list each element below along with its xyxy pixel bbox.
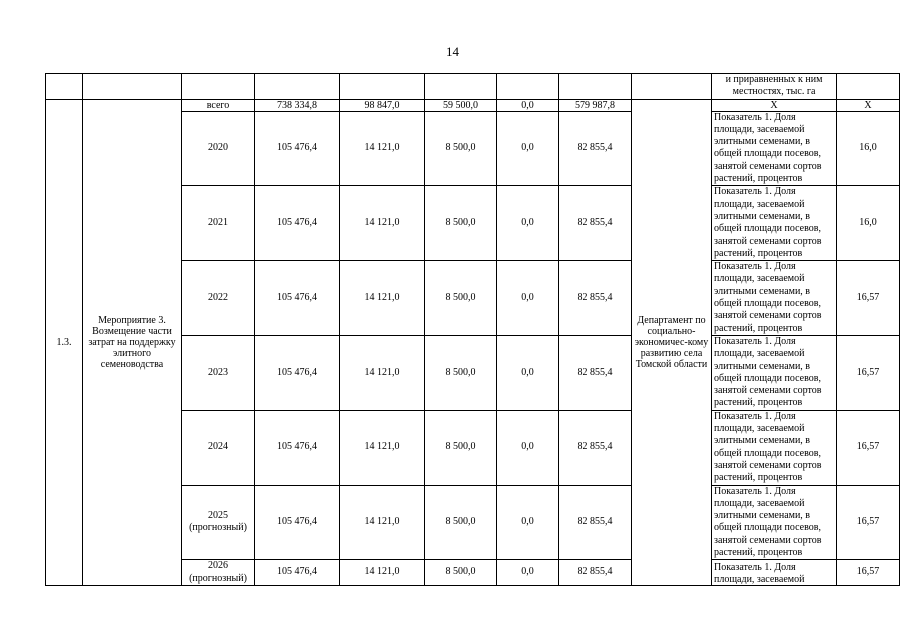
indicator-text: Показатель 1. Доля площади, засеваемой элитными семенами, в общей площади посевов, занятой семенами сортов растений, процентов — [714, 186, 822, 259]
table-row-continued — [46, 74, 900, 100]
year-label: 2025 — [208, 510, 228, 522]
measure-name-cell: Мероприятие 3. Возмещение части затрат на поддержку элитного семеноводства — [83, 99, 182, 585]
indicator-value-cell: 16,57 — [837, 560, 900, 586]
year-note: (прогнозный) — [189, 522, 247, 534]
regional-cell: 8 500,0 — [425, 335, 497, 410]
indicator-cell — [712, 186, 837, 261]
year-label: 2026 — [208, 560, 228, 572]
total-other-cell: 579 987,8 — [559, 99, 632, 111]
local-cell: 0,0 — [497, 410, 559, 485]
local-cell: 0,0 — [497, 111, 559, 186]
cell-empty — [46, 74, 83, 100]
sum-cell: 105 476,4 — [255, 111, 340, 186]
indicator-text: Показатель 1. Доля площади, засеваемой элитными семенами, в общей площади посевов, занятой семенами сортов растений, процентов — [714, 485, 822, 558]
year-note: (прогнозный) — [189, 572, 247, 584]
other-cell: 82 855,4 — [559, 261, 632, 336]
other-cell: 82 855,4 — [559, 485, 632, 560]
total-value-cell: Х — [837, 99, 900, 111]
year-label: 2024 — [208, 441, 228, 453]
other-cell: 82 855,4 — [559, 560, 632, 586]
indicator-cell — [712, 335, 837, 410]
regional-cell: 8 500,0 — [425, 261, 497, 336]
regional-cell: 8 500,0 — [425, 111, 497, 186]
cell-empty — [425, 74, 497, 100]
local-cell: 0,0 — [497, 335, 559, 410]
year-label: 2020 — [208, 142, 228, 154]
total-local-cell: 0,0 — [497, 99, 559, 111]
indicator-continued-cell: и приравненных к ним местностях, тыс. га — [712, 74, 837, 100]
indicator-text: Показатель 1. Доля площади, засеваемой элитными семенами, в общей площади посевов, занятой семенами сортов растений, процентов — [714, 335, 822, 409]
federal-cell: 14 121,0 — [340, 410, 425, 485]
sum-cell: 105 476,4 — [255, 410, 340, 485]
total-label-cell: всего — [182, 99, 255, 111]
cell-empty — [632, 74, 712, 100]
indicator-cell — [712, 560, 837, 586]
indicator-value-cell: 16,0 — [837, 111, 900, 186]
other-cell: 82 855,4 — [559, 335, 632, 410]
local-cell: 0,0 — [497, 485, 559, 560]
cell-empty — [83, 74, 182, 100]
indicator-text: Показатель 1. Доля площади, засеваемой элитными семенами, в общей площади посевов, занятой семенами сортов растений, процентов — [714, 261, 822, 334]
total-regional-cell: 59 500,0 — [425, 99, 497, 111]
year-cell — [182, 111, 255, 186]
table-body — [46, 74, 900, 586]
program-table — [45, 73, 900, 586]
sum-cell: 105 476,4 — [255, 186, 340, 261]
indicator-text: Показатель 1. Доля площади, засеваемой элитными семенами, в общей площади посевов, занятой семенами сортов растений, процентов — [714, 111, 822, 185]
indicator-text: Показатель 1. Доля площади, засеваемой — [714, 561, 805, 584]
local-cell: 0,0 — [497, 261, 559, 336]
year-cell — [182, 560, 255, 586]
indicator-value-cell: 16,57 — [837, 410, 900, 485]
indicator-value-cell: 16,57 — [837, 335, 900, 410]
local-cell: 0,0 — [497, 186, 559, 261]
cell-empty — [497, 74, 559, 100]
regional-cell: 8 500,0 — [425, 186, 497, 261]
federal-cell: 14 121,0 — [340, 261, 425, 336]
indicator-value-cell: 16,57 — [837, 485, 900, 560]
indicator-cell — [712, 485, 837, 560]
federal-cell: 14 121,0 — [340, 560, 425, 586]
department-cell: Департамент по социально-экономичес-кому развитию села Томской области — [632, 99, 712, 585]
year-cell — [182, 485, 255, 560]
year-cell — [182, 410, 255, 485]
cell-empty — [340, 74, 425, 100]
cell-empty — [255, 74, 340, 100]
indicator-value-cell: 16,57 — [837, 261, 900, 336]
other-cell: 82 855,4 — [559, 186, 632, 261]
year-cell — [182, 261, 255, 336]
sum-cell: 105 476,4 — [255, 261, 340, 336]
sum-cell: 105 476,4 — [255, 560, 340, 586]
item-number-cell: 1.3. — [46, 99, 83, 585]
page-number: 14 — [446, 44, 459, 59]
year-cell — [182, 186, 255, 261]
year-cell — [182, 335, 255, 410]
cell-empty — [837, 74, 900, 100]
regional-cell: 8 500,0 — [425, 560, 497, 586]
sum-cell: 105 476,4 — [255, 485, 340, 560]
federal-cell: 14 121,0 — [340, 186, 425, 261]
indicator-text: Показатель 1. Доля площади, засеваемой элитными семенами, в общей площади посевов, занятой семенами сортов растений, процентов — [714, 410, 822, 484]
regional-cell: 8 500,0 — [425, 485, 497, 560]
total-federal-cell: 98 847,0 — [340, 99, 425, 111]
cell-empty — [182, 74, 255, 100]
sum-cell: 105 476,4 — [255, 335, 340, 410]
indicator-cell — [712, 261, 837, 336]
cell-empty — [559, 74, 632, 100]
indicator-cell — [712, 410, 837, 485]
federal-cell: 14 121,0 — [340, 335, 425, 410]
year-label: 2021 — [208, 217, 228, 229]
regional-cell: 8 500,0 — [425, 410, 497, 485]
local-cell: 0,0 — [497, 560, 559, 586]
year-label: 2023 — [208, 366, 228, 378]
total-sum-cell: 738 334,8 — [255, 99, 340, 111]
other-cell: 82 855,4 — [559, 111, 632, 186]
year-label: 2022 — [208, 291, 228, 303]
federal-cell: 14 121,0 — [340, 111, 425, 186]
other-cell: 82 855,4 — [559, 410, 632, 485]
federal-cell: 14 121,0 — [340, 485, 425, 560]
indicator-cell — [712, 111, 837, 186]
total-indicator-cell: Х — [712, 99, 837, 111]
table-row-total — [46, 99, 900, 111]
indicator-value-cell: 16,0 — [837, 186, 900, 261]
